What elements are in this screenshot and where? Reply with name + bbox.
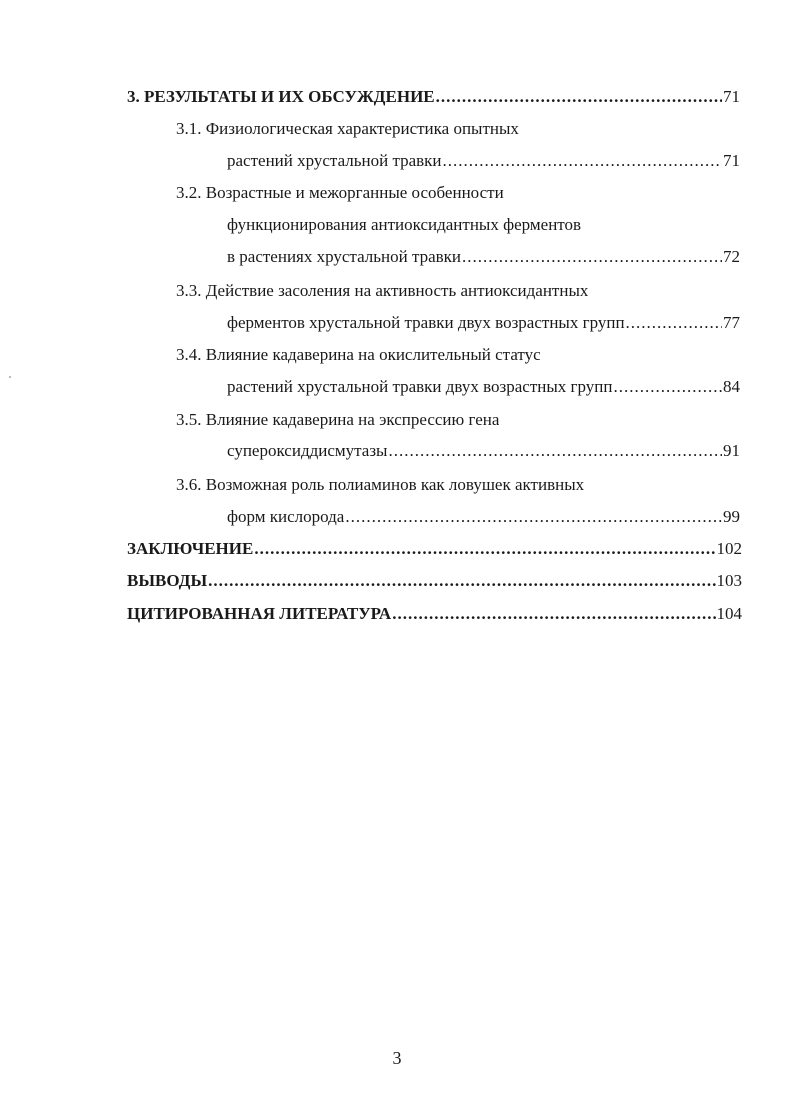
- toc-entry-3-3-line1[interactable]: 3.3. Действие засоления на активность антиоксидантных: [176, 281, 589, 300]
- toc-leader: [462, 246, 722, 268]
- toc-entry-findings[interactable]: [127, 570, 742, 592]
- scan-artifact: [9, 376, 11, 378]
- toc-entry-3-6[interactable]: [227, 506, 740, 528]
- toc-entry-3-2-line1[interactable]: 3.2. Возрастные и межорганные особенности: [176, 183, 504, 202]
- toc-leader: [436, 86, 722, 108]
- toc-entry-title: растений хрустальной травки: [227, 151, 442, 170]
- toc-entry-3-5[interactable]: [227, 440, 740, 462]
- toc-entry-conclusion[interactable]: [127, 538, 742, 560]
- toc-page-number: 91: [723, 441, 740, 460]
- toc-page-number: 77: [723, 313, 740, 332]
- toc-entry-3-6-line1[interactable]: 3.6. Возможная роль полиаминов как ловушек активных: [176, 475, 585, 494]
- toc-leader: [345, 506, 722, 528]
- page-number: 3: [392, 1048, 402, 1068]
- toc-leader: [626, 312, 722, 334]
- toc-entry-title: 3. РЕЗУЛЬТАТЫ И ИХ ОБСУЖДЕНИЕ: [127, 87, 435, 106]
- toc-leader: [613, 376, 722, 398]
- toc-page-number: 99: [723, 507, 740, 526]
- toc-page-number: 103: [716, 571, 742, 590]
- toc-entry-3-1-line1[interactable]: 3.1. Физиологическая характеристика опытных: [176, 119, 519, 138]
- toc-entry-title: супероксиддисмутазы: [227, 441, 388, 460]
- toc-entry-3-1[interactable]: [227, 150, 740, 172]
- toc-page-number: 104: [716, 604, 742, 623]
- toc-entry-3-5-line1[interactable]: 3.5. Влияние кадаверина на экспрессию гена: [176, 410, 500, 429]
- toc-entry-title: в растениях хрустальной травки: [227, 247, 462, 266]
- toc-entry-3-2-line2[interactable]: функционирования антиоксидантных ферментов: [227, 215, 582, 234]
- toc-entry-title: форм кислорода: [227, 507, 345, 526]
- toc-entry-title: ЦИТИРОВАННАЯ ЛИТЕРАТУРА: [127, 604, 392, 623]
- toc-page-number: 102: [716, 539, 742, 558]
- toc-leader: [254, 538, 715, 560]
- toc-page-number: 71: [723, 151, 740, 170]
- toc-entry-3-3[interactable]: [227, 312, 740, 334]
- toc-entry-title: ВЫВОДЫ: [127, 571, 208, 590]
- toc-entry-chapter-3[interactable]: [127, 86, 740, 108]
- toc-entry-3-2[interactable]: [227, 246, 740, 268]
- toc-page-number: 84: [723, 377, 740, 396]
- toc-entry-title: ЗАКЛЮЧЕНИЕ: [127, 539, 254, 558]
- toc-entry-3-4-line1[interactable]: 3.4. Влияние кадаверина на окислительный статус: [176, 345, 541, 364]
- toc-entry-title: ферментов хрустальной травки двух возрастных групп: [227, 313, 625, 332]
- toc-page-number: 71: [723, 87, 740, 106]
- toc-page-number: 72: [723, 247, 740, 266]
- toc-leader: [443, 150, 722, 172]
- toc-leader: [208, 570, 715, 592]
- toc-leader: [388, 440, 722, 462]
- toc-entry-3-4[interactable]: [227, 376, 740, 398]
- toc-leader: [392, 603, 715, 625]
- toc-entry-references[interactable]: [127, 603, 742, 625]
- toc-entry-title: растений хрустальной травки двух возрастных групп: [227, 377, 613, 396]
